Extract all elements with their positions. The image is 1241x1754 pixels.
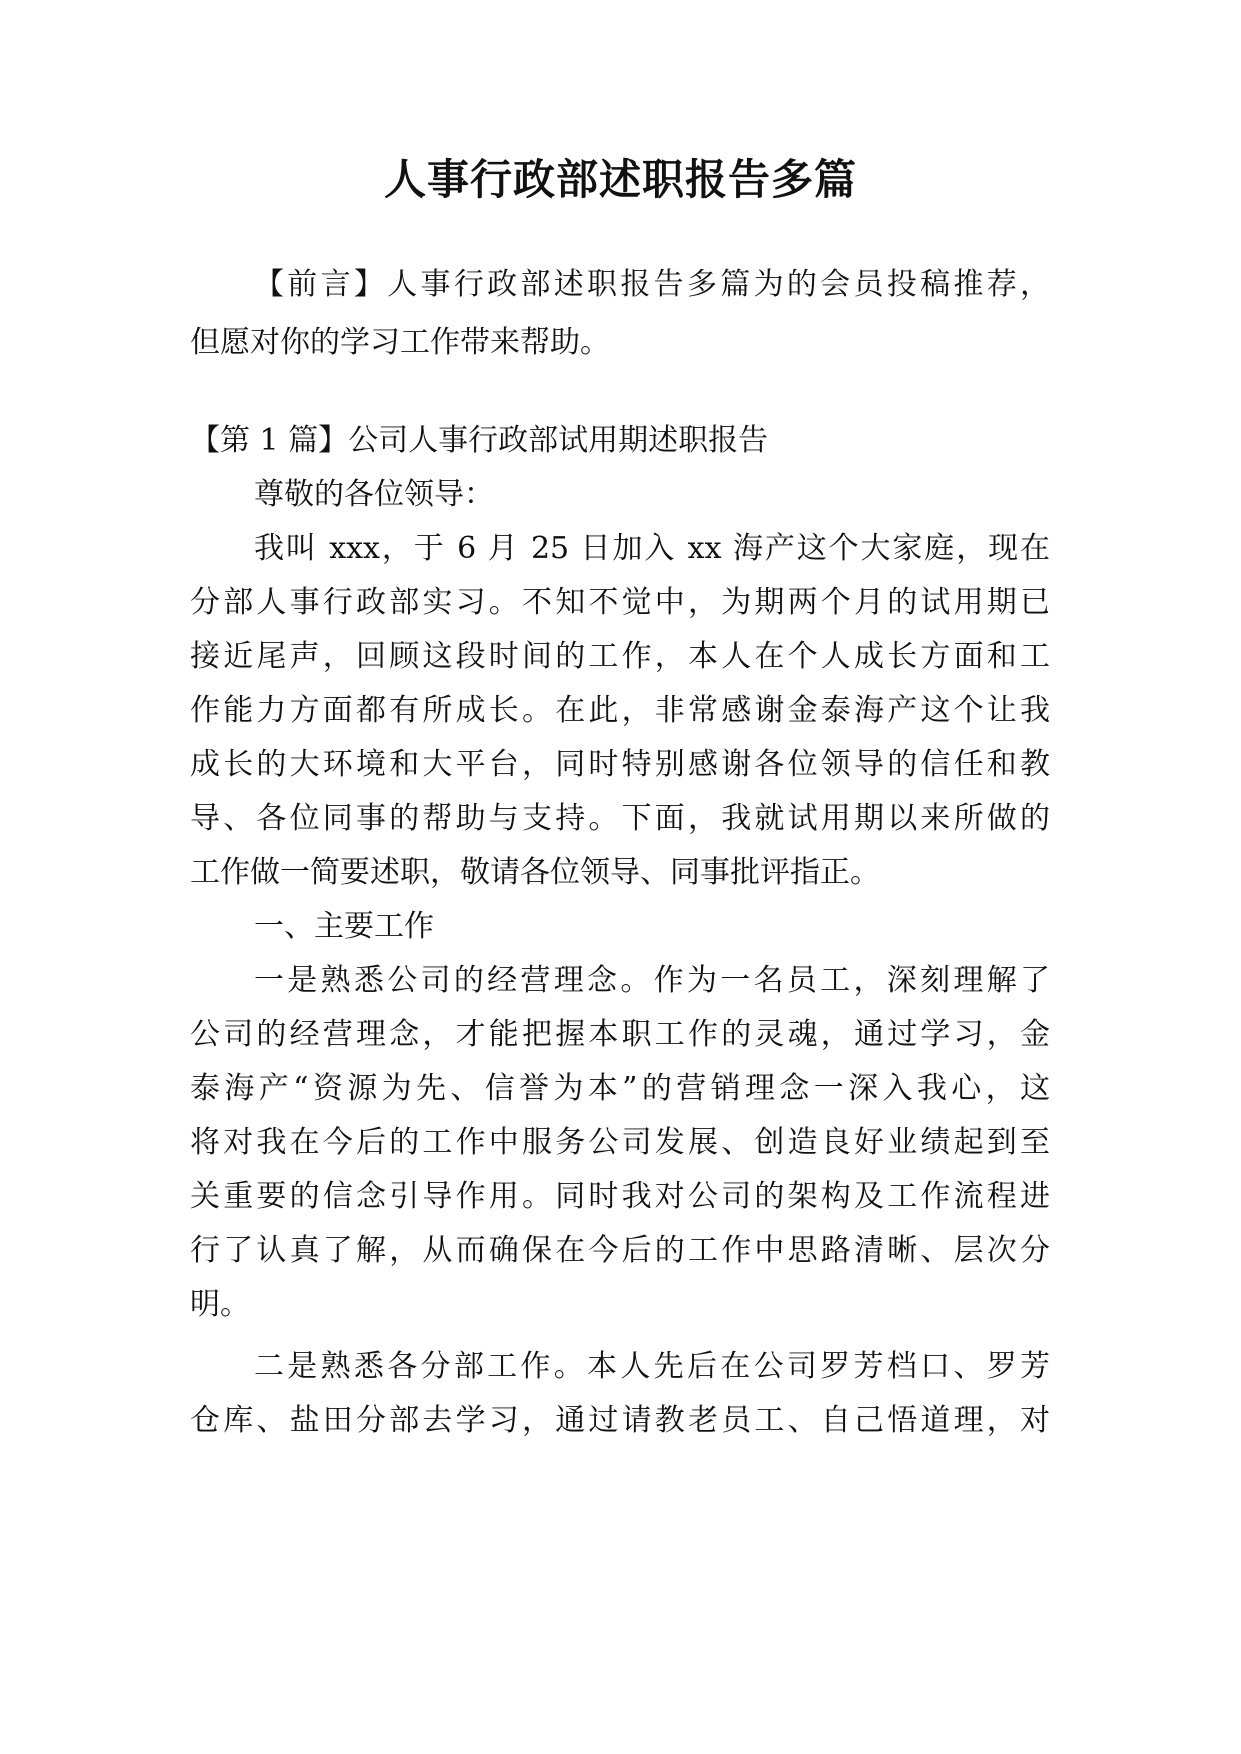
body-line: 我叫 xxx，于 6 月 25 日加入 xx 海产这个大家庭，现在 — [254, 531, 1050, 566]
salutation: 尊敬的各位领导： — [254, 477, 494, 512]
body-line: 工作做一简要述职，敬请各位领导、同事批评指正。 — [190, 855, 880, 890]
body-line: 泰海产“资源为先、信誉为本”的营销理念一深入我心，这 — [190, 1071, 1050, 1106]
body-line: 明。 — [190, 1287, 250, 1322]
preface-line-1: 【前言】人事行政部述职报告多篇为的会员投稿推荐， — [254, 267, 1050, 302]
body-line: 一是熟悉公司的经营理念。作为一名员工，深刻理解了 — [254, 963, 1050, 998]
section-heading: 【第 1 篇】公司人事行政部试用期述职报告 — [190, 423, 769, 458]
body-line: 导、各位同事的帮助与支持。下面，我就试用期以来所做的 — [190, 801, 1050, 836]
body-line: 仓库、盐田分部去学习，通过请教老员工、自己悟道理，对 — [190, 1403, 1050, 1438]
body-line: 成长的大环境和大平台，同时特别感谢各位领导的信任和教 — [190, 747, 1050, 782]
document-title: 人事行政部述职报告多篇 — [383, 155, 857, 204]
preface-line-2: 但愿对你的学习工作带来帮助。 — [190, 325, 610, 360]
body-line: 关重要的信念引导作用。同时我对公司的架构及工作流程进 — [190, 1179, 1050, 1214]
body-line: 行了认真了解，从而确保在今后的工作中思路清晰、层次分 — [190, 1233, 1050, 1268]
body-line: 接近尾声，回顾这段时间的工作，本人在个人成长方面和工 — [190, 639, 1050, 674]
body-line: 公司的经营理念，才能把握本职工作的灵魂，通过学习，金 — [190, 1017, 1050, 1052]
body-line: 将对我在今后的工作中服务公司发展、创造良好业绩起到至 — [190, 1125, 1050, 1160]
body-line: 二是熟悉各分部工作。本人先后在公司罗芳档口、罗芳 — [254, 1349, 1050, 1384]
body-line: 作能力方面都有所成长。在此，非常感谢金泰海产这个让我 — [190, 693, 1050, 728]
subheading: 一、主要工作 — [254, 909, 434, 944]
body-line: 分部人事行政部实习。不知不觉中，为期两个月的试用期已 — [190, 585, 1050, 620]
